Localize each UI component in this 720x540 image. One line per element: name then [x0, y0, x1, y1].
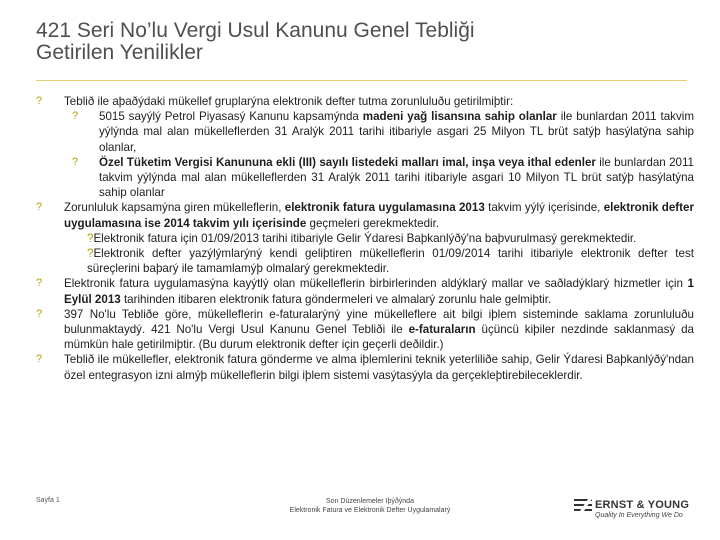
footer-caption-line1: Son Düzenlemeler Iþýðýnda	[326, 498, 414, 505]
emphasis-text: 1 Eylül 2013	[64, 277, 694, 306]
bullet-5	[36, 352, 694, 382]
logo-icon	[574, 499, 592, 511]
text-span: Elektronik defter yazýlýmlarýný kendi geliþtiren mükelleflerin 01/09/2014 tarihi itibariyle elektronik defter test süreçlerini baþarý ile tamamlamýþ olmalarý gerekmektedir.	[87, 247, 694, 276]
bullet-1-sub-1	[36, 109, 694, 155]
text-span: Zorunluluk kapsamýna giren mükelleflerin,	[64, 201, 285, 215]
text-span: tarihinden itibaren elektronik fatura göndermeleri ve almalarý zorunlu hale gelmiþtir.	[120, 292, 552, 306]
title-divider	[36, 80, 687, 81]
logo-name: ERNST & YOUNG	[595, 499, 690, 511]
bullet-marker: ?	[72, 155, 79, 168]
text-span: Elektronik fatura için 01/09/2013 tarihi itibariyle Gelir Ýdaresi Baþkanlýðý'na baþvurulmasý gerekmektedir.	[93, 231, 637, 245]
bullet-marker: ?	[36, 353, 43, 366]
bullet-4	[36, 307, 694, 353]
text-span: Teblið ile mükellefler, elektronik fatura gönderme ve alma iþlemlerini teknik yeterliliðe sahip, Gelir Ýdaresi Baþkanlýðý'ndan özel entegrasyon izni almýþ mükelleflerin bilgi iþlem sistemi vasýtasýyla da gerçekleþtirebileceklerdir.	[64, 353, 694, 382]
bullet-2	[36, 200, 694, 230]
text-span: 397 No'lu Tebliðe göre, mükelleflerin e-faturalarýný yine mükelleflere ait bilgi iþlem sisteminde saklama zorunluluðu bulunmaktaydý. 421 No'lu Vergi Usul Kanunu Genel Tebliði ile	[64, 307, 694, 337]
text-span: geçmeleri gerekmektedir.	[306, 216, 440, 230]
emphasis-text: Özel Tüketim Vergisi Kanununa ekli (III) sayılı listedeki malları imal, inşa veya ithal edenler	[99, 155, 596, 169]
emphasis-text: madeni yağ lisansına sahip olanlar	[362, 110, 557, 124]
bullet-1	[36, 94, 694, 109]
bullet-2-sub-2	[36, 246, 694, 276]
emphasis-text: elektronik defter uygulamasına ise 2014 takvim yılı içerisinde	[64, 201, 694, 230]
bullet-marker: ?	[36, 307, 43, 320]
text-span: 5015 sayýlý Petrol Piyasasý Kanunu kapsamýnda	[99, 110, 363, 124]
slide-body	[36, 94, 694, 383]
emphasis-text: e-faturaların	[408, 323, 476, 337]
bullet-marker: ?	[36, 95, 43, 107]
bullet-1-text: Teblið ile aþaðýdaki mükellef gruplarýna elektronik defter tutma zorunluluðu getirilmiþtir:	[64, 95, 514, 108]
bullet-marker: ?	[87, 231, 94, 245]
text-span: Elektronik fatura uygulamasýna kayýtlý olan mükelleflerin birbirlerinden aldýklarý mallar ve saðladýklarý hizmetler için	[64, 277, 688, 291]
bullet-marker: ?	[87, 247, 94, 261]
logo-tagline: Quality In Everything We Do	[595, 512, 683, 519]
slide-title-line1: 421 Seri No’lu Vergi Usul Kanunu Genel Tebliği	[36, 19, 475, 42]
footer-caption	[230, 497, 510, 515]
bullet-marker: ?	[36, 277, 43, 290]
text-span: üçüncü kiþiler nezdinde saklanmasý da mümkün hale getirilmiþtir. (Bu durum elektronik defter için geçerli deðildir.)	[64, 323, 694, 352]
page-number: Sayfa 1	[36, 497, 60, 504]
slide-title	[36, 20, 696, 64]
text-span: ile bunlardan 2011 takvim yýlýnda mal alan mükelleflerden 31 Aralýk 2011 tarihi itibariyle asgari 25 Milyon TL brüt satýþ hasýlatýna sahip olanlar,	[99, 110, 695, 154]
footer-caption-line2: Elektronik Fatura ve Elektronik Defter Uygulamalarý	[289, 507, 451, 514]
bullet-marker: ?	[36, 201, 43, 214]
bullet-2-sub-1	[36, 231, 694, 246]
bullet-3	[36, 276, 694, 306]
slide-title-line2: Getirilen Yenilikler	[36, 41, 203, 64]
bullet-marker: ?	[72, 110, 79, 123]
bullet-1-sub-2	[36, 155, 694, 201]
emphasis-text: elektronik fatura uygulamasına 2013	[284, 201, 485, 215]
company-logo	[574, 499, 694, 531]
text-span: ile bunlardan 2011 takvim yýlýnda mal alan mükelleflerden 31 Aralýk 2011 tarihi itibariyle asgari 10 Milyon TL brüt satýþ hasýlatýna sahip olanlar	[99, 155, 694, 200]
logo-wordmark	[574, 499, 694, 511]
text-span: takvim yýlý içerisinde,	[484, 201, 604, 215]
